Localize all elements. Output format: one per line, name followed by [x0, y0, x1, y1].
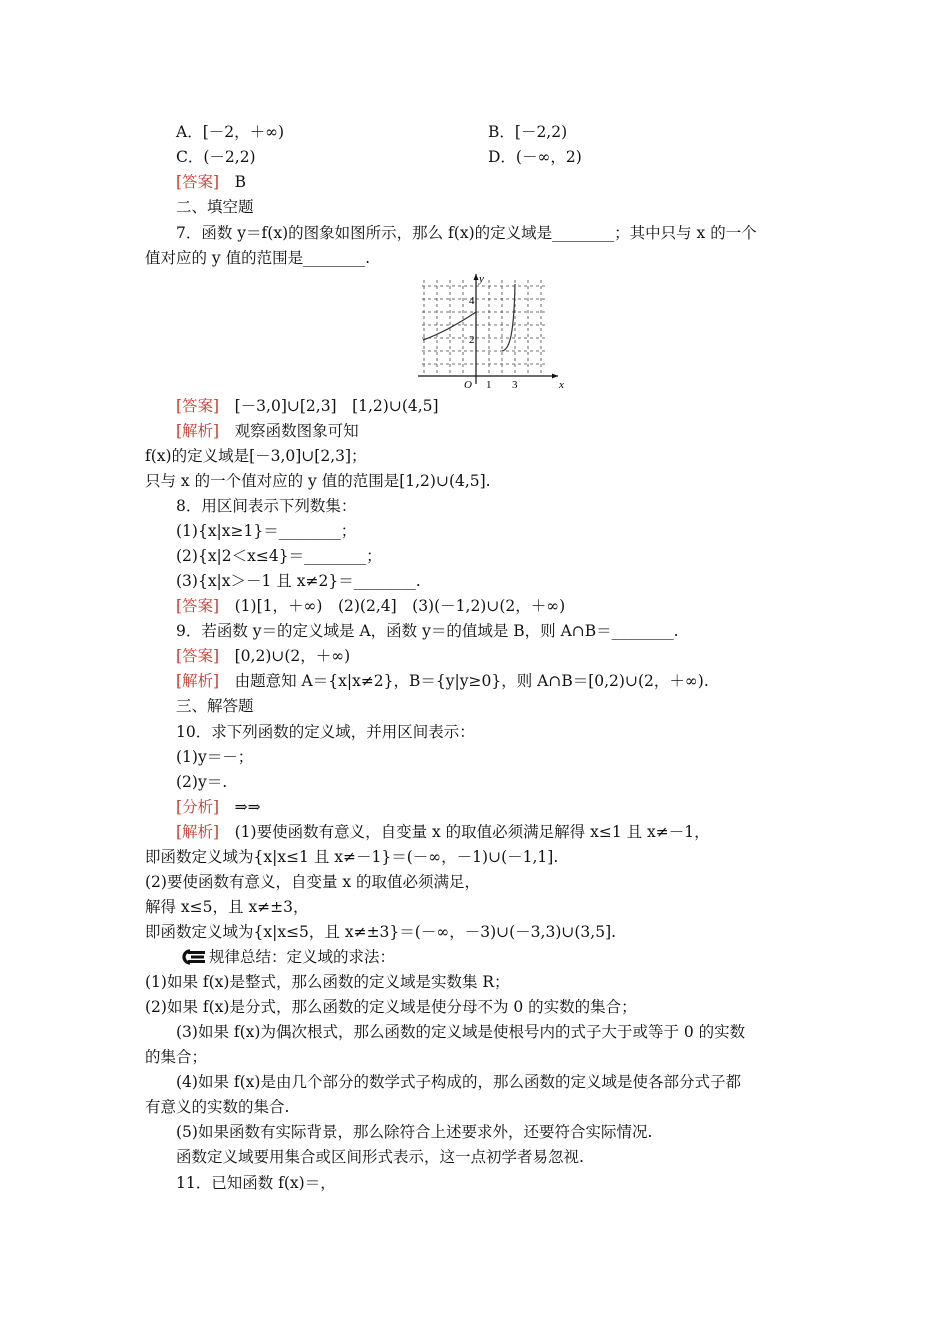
section-heading-3: 三、解答题	[176, 697, 254, 715]
rule-line-7: (5)如果函数有实际背景，那么除符合上述要求外，还要符合实际情况.	[176, 1123, 653, 1141]
q7-stem-line1: 7．函数 y＝f(x)的图象如图所示，那么 f(x)的定义域是________；其中只与 x 的一个	[176, 224, 757, 242]
q10-line2: (2)要使函数有意义，自变量 x 的取值必须满足，	[145, 873, 481, 891]
q6-answer: [答案] B	[176, 173, 247, 191]
rule-line-2: (2)如果 f(x)是分式，那么函数的定义域是使分母不为 0 的实数的集合；	[145, 998, 637, 1016]
choice-c: C．(－2,2)	[176, 148, 256, 166]
answer-tag: [答案]	[176, 173, 220, 191]
x-tick-1: 1	[486, 379, 492, 390]
rule-line-6: 有意义的实数的集合.	[145, 1098, 290, 1116]
q9-answer: [答案] [0,2)∪(2，＋∞)	[176, 647, 351, 665]
q10-fenxi: [分析] ⇒⇒	[176, 798, 261, 816]
q7-analysis: [解析] 观察函数图象可知	[176, 422, 359, 440]
q10-line4: 即函数定义域为{x|x≤5，且 x≠±3}＝(－∞，－3)∪(－3,3)∪(3,5].	[145, 923, 617, 941]
y-tick-4: 4	[469, 295, 475, 307]
rule-line-1: (1)如果 f(x)是整式，那么函数的定义域是实数集 R；	[145, 973, 510, 991]
rule-title: 规律总结：定义域的求法：	[176, 947, 395, 967]
q11-stem: 11．已知函数 f(x)＝，	[176, 1174, 336, 1192]
q8-item-1: (1){x|x≥1}＝________；	[176, 522, 357, 540]
y-axis-label: y	[479, 273, 484, 285]
q10-stem: 10．求下列函数的定义域，并用区间表示：	[176, 723, 475, 741]
rule-line-5: (4)如果 f(x)是由几个部分的数学式子构成的，那么函数的定义域是使各部分式子都	[176, 1073, 741, 1091]
q10-item-1: (1)y＝－；	[176, 748, 254, 766]
section-heading-2: 二、填空题	[176, 198, 254, 216]
q9-analysis: [解析] 由题意知 A＝{x|x≠2}，B＝{y|y≥0}，则 A∩B＝[0,2)∪(2，＋∞).	[176, 672, 709, 690]
q7-line3: f(x)的定义域是[－3,0]∪[2,3]；	[145, 447, 367, 465]
rule-line-8: 函数定义域要用集合或区间形式表示，这一点初学者易忽视.	[176, 1148, 584, 1166]
rule-line-4: 的集合；	[145, 1048, 208, 1066]
x-tick-3: 3	[512, 379, 518, 390]
q8-item-3: (3){x|x＞－1 且 x≠2}＝________.	[176, 572, 421, 590]
q8-item-2: (2){x|2＜x≤4}＝________；	[176, 547, 382, 565]
function-graph	[418, 272, 568, 390]
rule-line-3: (3)如果 f(x)为偶次根式，那么函数的定义域是使根号内的式子大于或等于 0 的实数	[176, 1023, 746, 1041]
q9-stem: 9．若函数 y＝的定义域是 A，函数 y＝的值域是 B，则 A∩B＝________.	[176, 622, 679, 640]
q7-line4: 只与 x 的一个值对应的 y 值的范围是[1,2)∪(4,5].	[145, 472, 491, 490]
q8-answer: [答案] (1)[1，＋∞) (2)(2,4] (3)(－1,2)∪(2，＋∞)	[176, 597, 566, 615]
q10-line1: 即函数定义域为{x|x≤1 且 x≠－1}＝(－∞，－1)∪(－1,1].	[145, 848, 559, 866]
choice-b: B．[－2,2)	[488, 123, 568, 141]
q8-stem: 8．用区间表示下列数集：	[176, 497, 357, 515]
q10-line3: 解得 x≤5，且 x≠±3，	[145, 898, 309, 916]
q10-item-2: (2)y＝.	[176, 773, 228, 791]
q7-stem-line2: 值对应的 y 值的范围是________.	[145, 249, 371, 267]
q7-answer: [答案] [－3,0]∪[2,3] [1,2)∪(4,5]	[176, 397, 439, 415]
q10-analysis: [解析] (1)要使函数有意义，自变量 x 的取值必须满足解得 x≤1 且 x≠－1，	[176, 823, 710, 841]
curve-right	[502, 284, 515, 351]
choice-d: D．(－∞，2)	[488, 148, 582, 166]
y-tick-2: 2	[469, 334, 475, 346]
x-axis-label: x	[559, 379, 564, 390]
rule-icon	[176, 949, 206, 965]
origin-label: O	[464, 379, 472, 390]
choice-a: A．[－2，＋∞)	[176, 123, 285, 141]
